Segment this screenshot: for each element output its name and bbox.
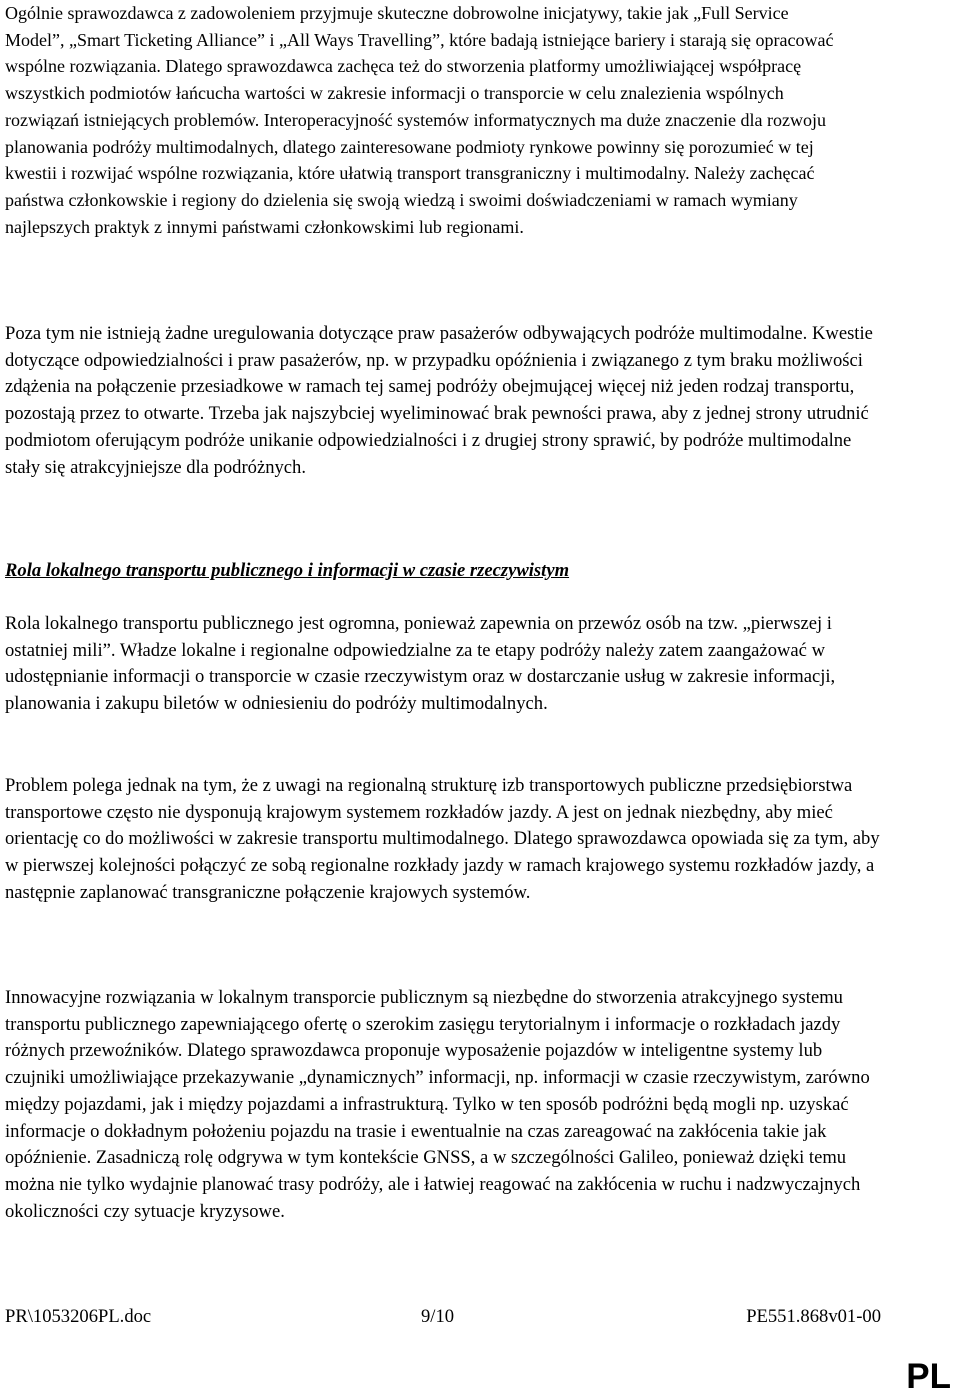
page-footer xyxy=(5,1304,881,1330)
paragraph-innovative-solutions: Innowacyjne rozwiązania w lokalnym transporcie publicznym są niezbędne do stworzenia atrakcyjnego systemu transportu publicznego zapewniającego ofertę o szerokim zasięgu terytorialnym i informacje o rozkładach jazdy różnych przewoźników. Dlatego sprawozdawca proponuje wyposażenie pojazdów w inteligentne systemy lub czujniki umożliwiające przekazywanie „dynamicznych” informacji, np. informacji w czasie rzeczywistym, zarówno między pojazdami, jak i między pojazdami a infrastrukturą. Tylko w ten sposób podróżni będą mogli np. uzyskać informacje o dokładnym położeniu pojazdu na trasie i ewentualnie na czas zareagować na zakłócenia takie jak opóźnienie. Zasadniczą rolę odgrywa w tym kontekście GNSS, a w szczególności Galileo, ponieważ dzięki temu można nie tylko wydajnie planować trasy podróży, ale i łatwiej reagować na zakłócenia w ruchu i nadzwyczajnych okoliczności czy sytuacje kryzysowe. xyxy=(5,987,870,1222)
paragraph-passenger-rights: Poza tym nie istnieją żadne uregulowania dotyczące praw pasażerów odbywających podróże multimodalne. Kwestie dotyczące odpowiedzialności i praw pasażerów, np. w przypadku opóźnienia i związanego z tym braku możliwości zdążenia na połączenie przesiadkowe w ramach tej samej podróży obejmującej więcej niż jeden rodzaj transportu, pozostają przez to otwarte. Trzeba jak najszybciej wyeliminować brak pewności prawa, aby z jednej strony utrudnić podmiotom oferującym podróże unikanie odpowiedzialności i z drugiej strony sprawić, by podróże multimodalne stały się atrakcyjniejsze dla podróżnych. xyxy=(5,323,873,478)
section-heading: Rola lokalnego transportu publicznego i informacji w czasie rzeczywistym xyxy=(5,560,570,581)
footer-file-name: PR\1053206PL.doc xyxy=(5,1306,152,1327)
paragraph-timetable-problem: Problem polega jednak na tym, że z uwagi na regionalną strukturę izb transportowych publiczne przedsiębiorstwa transportowe często nie dysponują krajowym systemem rozkładów jazdy. A jest on jednak niezbędny, aby mieć orientację co do możliwości w zakresie transportu multimodalnego. Dlatego sprawozdawca opowiada się za tym, aby w pierwszej kolejności połączyć ze sobą regionalne rozkłady jazdy w ramach krajowego systemu rozkładów jazdy, a następnie zaplanować transgraniczne połączenie krajowych systemów. xyxy=(5,775,880,903)
footer-doc-reference: PE551.868v01-00 xyxy=(746,1306,881,1327)
paragraph-local-transport-role: Rola lokalnego transportu publicznego jest ogromna, ponieważ zapewnia on przewóz osób na tzw. „pierwszej i ostatniej mili”. Władze lokalne i regionalne odpowiedzialne za te etapy podróży należy zatem zaangażować w udostępnianie informacji o transporcie w czasie rzeczywistym oraz w dostarczanie usług w zakresie informacji, planowania i zakupu biletów w odniesieniu do podróży multimodalnych. xyxy=(5,613,836,715)
footer-page-number: 9/10 xyxy=(421,1306,455,1327)
paragraph-initiatives: Ogólnie sprawozdawca z zadowoleniem przyjmuje skuteczne dobrowolne inicjatywy, takie jak „Full Service Model”, „Smart Ticketing Alliance” i „All Ways Travelling”, które badają istniejące bariery i starają się opracować wspólne rozwiązania. Dlatego sprawozdawca zachęca też do stworzenia platformy umożliwiającej współpracę wszystkich podmiotów łańcucha wartości w zakresie informacji o transporcie w celu znalezienia wspólnych rozwiązań istniejących problemów. Interoperacyjność systemów informatycznych ma duże znaczenie dla rozwoju planowania podróży multimodalnych, dlatego zainteresowane podmioty rynkowe powinny się porozumieć w tej kwestii i rozwijać wspólne rozwiązania, które ułatwią transport transgraniczny i multimodalny. Należy zachęcać państwa członkowskie i regiony do dzielenia się swoją wiedzą i swoimi doświadczeniami w ramach wymiany najlepszych praktyk z innymi państwami członkowskimi lub regionami. xyxy=(5,3,834,237)
language-code: PL xyxy=(906,1357,951,1396)
